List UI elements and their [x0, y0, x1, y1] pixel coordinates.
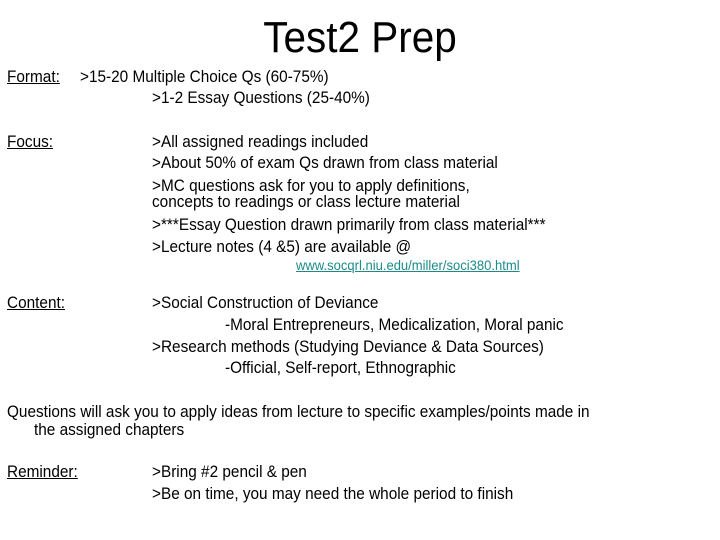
reminder-item: >Bring #2 pencil & pen [152, 463, 307, 481]
questions-note-continued: the assigned chapters [34, 421, 185, 439]
focus-item: >MC questions ask for you to apply definitions, [152, 177, 470, 195]
focus-label: Focus: [7, 133, 54, 151]
format-item: >1-2 Essay Questions (25-40%) [152, 89, 370, 107]
reminder-item: >Be on time, you may need the whole period to finish [152, 485, 514, 503]
questions-note: Questions will ask you to apply ideas from lecture to specific examples/points made in [7, 403, 590, 421]
content-subitem: -Official, Self-report, Ethnographic [225, 359, 456, 377]
content-item: >Research methods (Studying Deviance & Data Sources) [152, 338, 544, 356]
format-label: Format: [7, 68, 60, 86]
reminder-label: Reminder: [7, 463, 78, 481]
lecture-notes-link[interactable]: www.socqrl.niu.edu/miller/soci380.html [296, 257, 520, 273]
slide-title: Test2 Prep [263, 13, 457, 62]
focus-item: >***Essay Question drawn primarily from class material*** [152, 216, 546, 234]
focus-item: >About 50% of exam Qs drawn from class material [152, 154, 498, 172]
content-label: Content: [7, 294, 66, 312]
focus-item: >Lecture notes (4 &5) are available @ [152, 238, 412, 256]
content-item: >Social Construction of Deviance [152, 294, 379, 312]
focus-item-continued: concepts to readings or class lecture material [152, 193, 460, 211]
format-item: >15-20 Multiple Choice Qs (60-75%) [80, 68, 329, 86]
focus-item: >All assigned readings included [152, 133, 369, 151]
content-subitem: -Moral Entrepreneurs, Medicalization, Moral panic [225, 316, 564, 334]
